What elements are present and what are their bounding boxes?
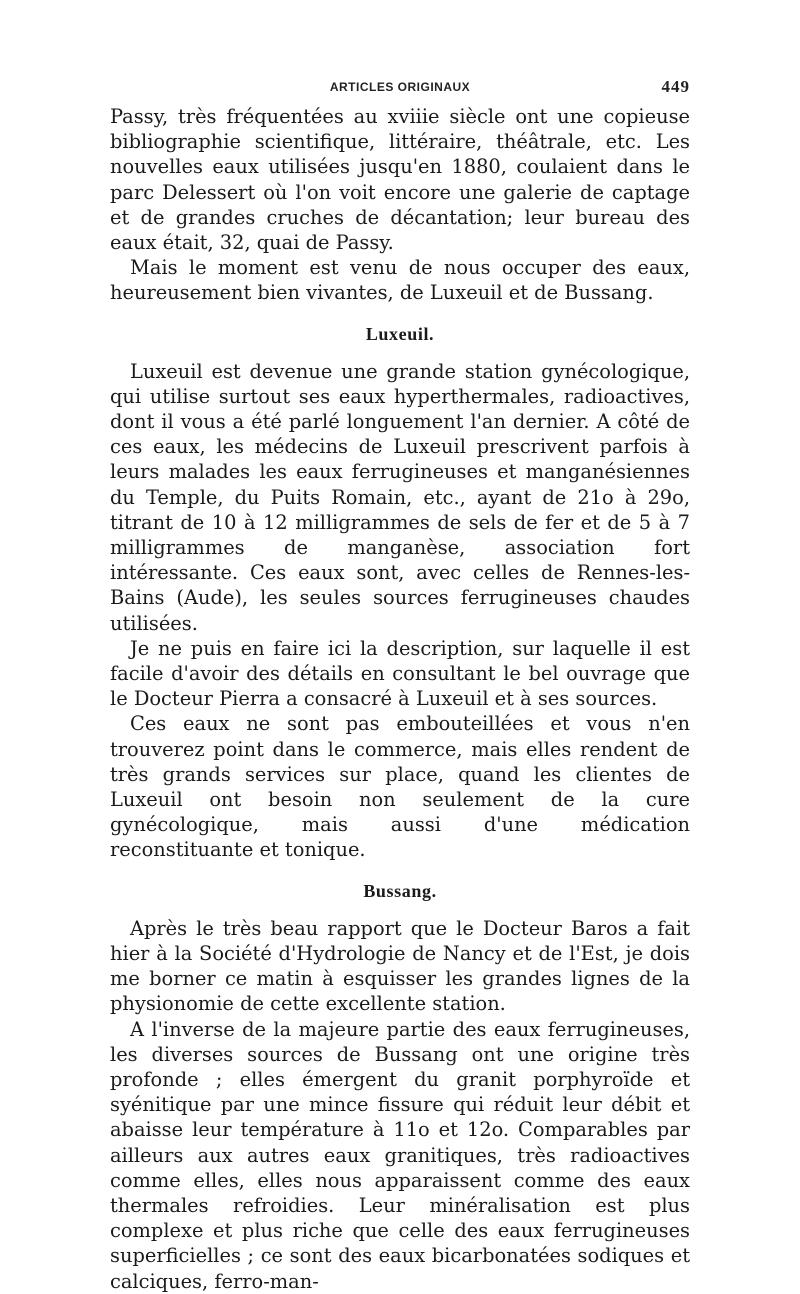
paragraph-bussang-sources: A l'inverse de la majeure partie des eaux ferrugineuses, les diverses sources de Bussang ont une origine très profonde ; elles émergent du granit porphyroïde et syénitique par une mince fissure qui réduit leur débit et abaisse leur température à 11o et 12o. Comparables par ailleurs aux autres eaux granitiques, très radioactives comme elles, elles nous apparaissent comme des eaux thermales refroidies. Leur minéralisation est plus complexe et plus riche que celle des eaux ferrugineuses superficielles ; ce sont des eaux bicarbonatées sodiques et calciques, ferro-man-	[110, 1017, 690, 1293]
running-header	[110, 76, 690, 104]
paragraph-bussang-rapport: Après le très beau rapport que le Docteur Baros a fait hier à la Société d'Hydrologie de Nancy et de l'Est, je dois me borner ce matin à esquisser les grandes lignes de la physionomie de cette excellente station.	[110, 916, 690, 1016]
paragraph-luxeuil-commerce: Ces eaux ne sont pas embouteillées et vous n'en trouverez point dans le commerce, mais elles rendent de très grands services sur place, quand les clientes de Luxeuil ont besoin non seulement de la cure gynécologique, mais aussi d'une médication reconstituante et tonique.	[110, 712, 690, 862]
page-number: 449	[661, 77, 690, 96]
section-heading-bussang: Bussang.	[363, 880, 437, 901]
paragraph-passy: Passy, très fréquentées au xviiie siècle ont une copieuse bibliographie scientifique, littéraire, théâtrale, etc. Les nouvelles eaux utilisées jusqu'en 1880, coulaient dans le parc Delessert où l'on voit encore une galerie de captage et de grandes cruches de décantation; leur bureau des eaux était, 32, quai de Passy.	[110, 105, 690, 255]
paragraph-transition: Mais le moment est venu de nous occuper des eaux, heureusement bien vivantes, de Luxeuil et de Bussang.	[110, 256, 690, 305]
section-heading-luxeuil: Luxeuil.	[365, 323, 435, 344]
book-page	[110, 76, 690, 1294]
paragraph-luxeuil-station: Luxeuil est devenue une grande station gynécologique, qui utilise surtout ses eaux hyperthermales, radioactives, dont il vous a été parlé longuement l'an dernier. A côté de ces eaux, les médecins de Luxeuil prescrivent parfois à leurs malades les eaux ferrugineuses et manganésiennes du Temple, du Puits Romain, etc., ayant de 21o à 29o, titrant de 10 à 12 milligrammes de sels de fer et de 5 à 7 milligrammes de manganèse, association fort intéressante. Ces eaux sont, avec celles de Rennes-les-Bains (Aude), les seules sources ferrugineuses chaudes utilisées.	[110, 359, 690, 635]
running-title: ARTICLES ORIGINAUX	[329, 80, 471, 94]
paragraph-luxeuil-description: Je ne puis en faire ici la description, sur laquelle il est facile d'avoir des détails en consultant le bel ouvrage que le Docteur Pierra a consacré à Luxeuil et à ses sources.	[110, 636, 690, 711]
